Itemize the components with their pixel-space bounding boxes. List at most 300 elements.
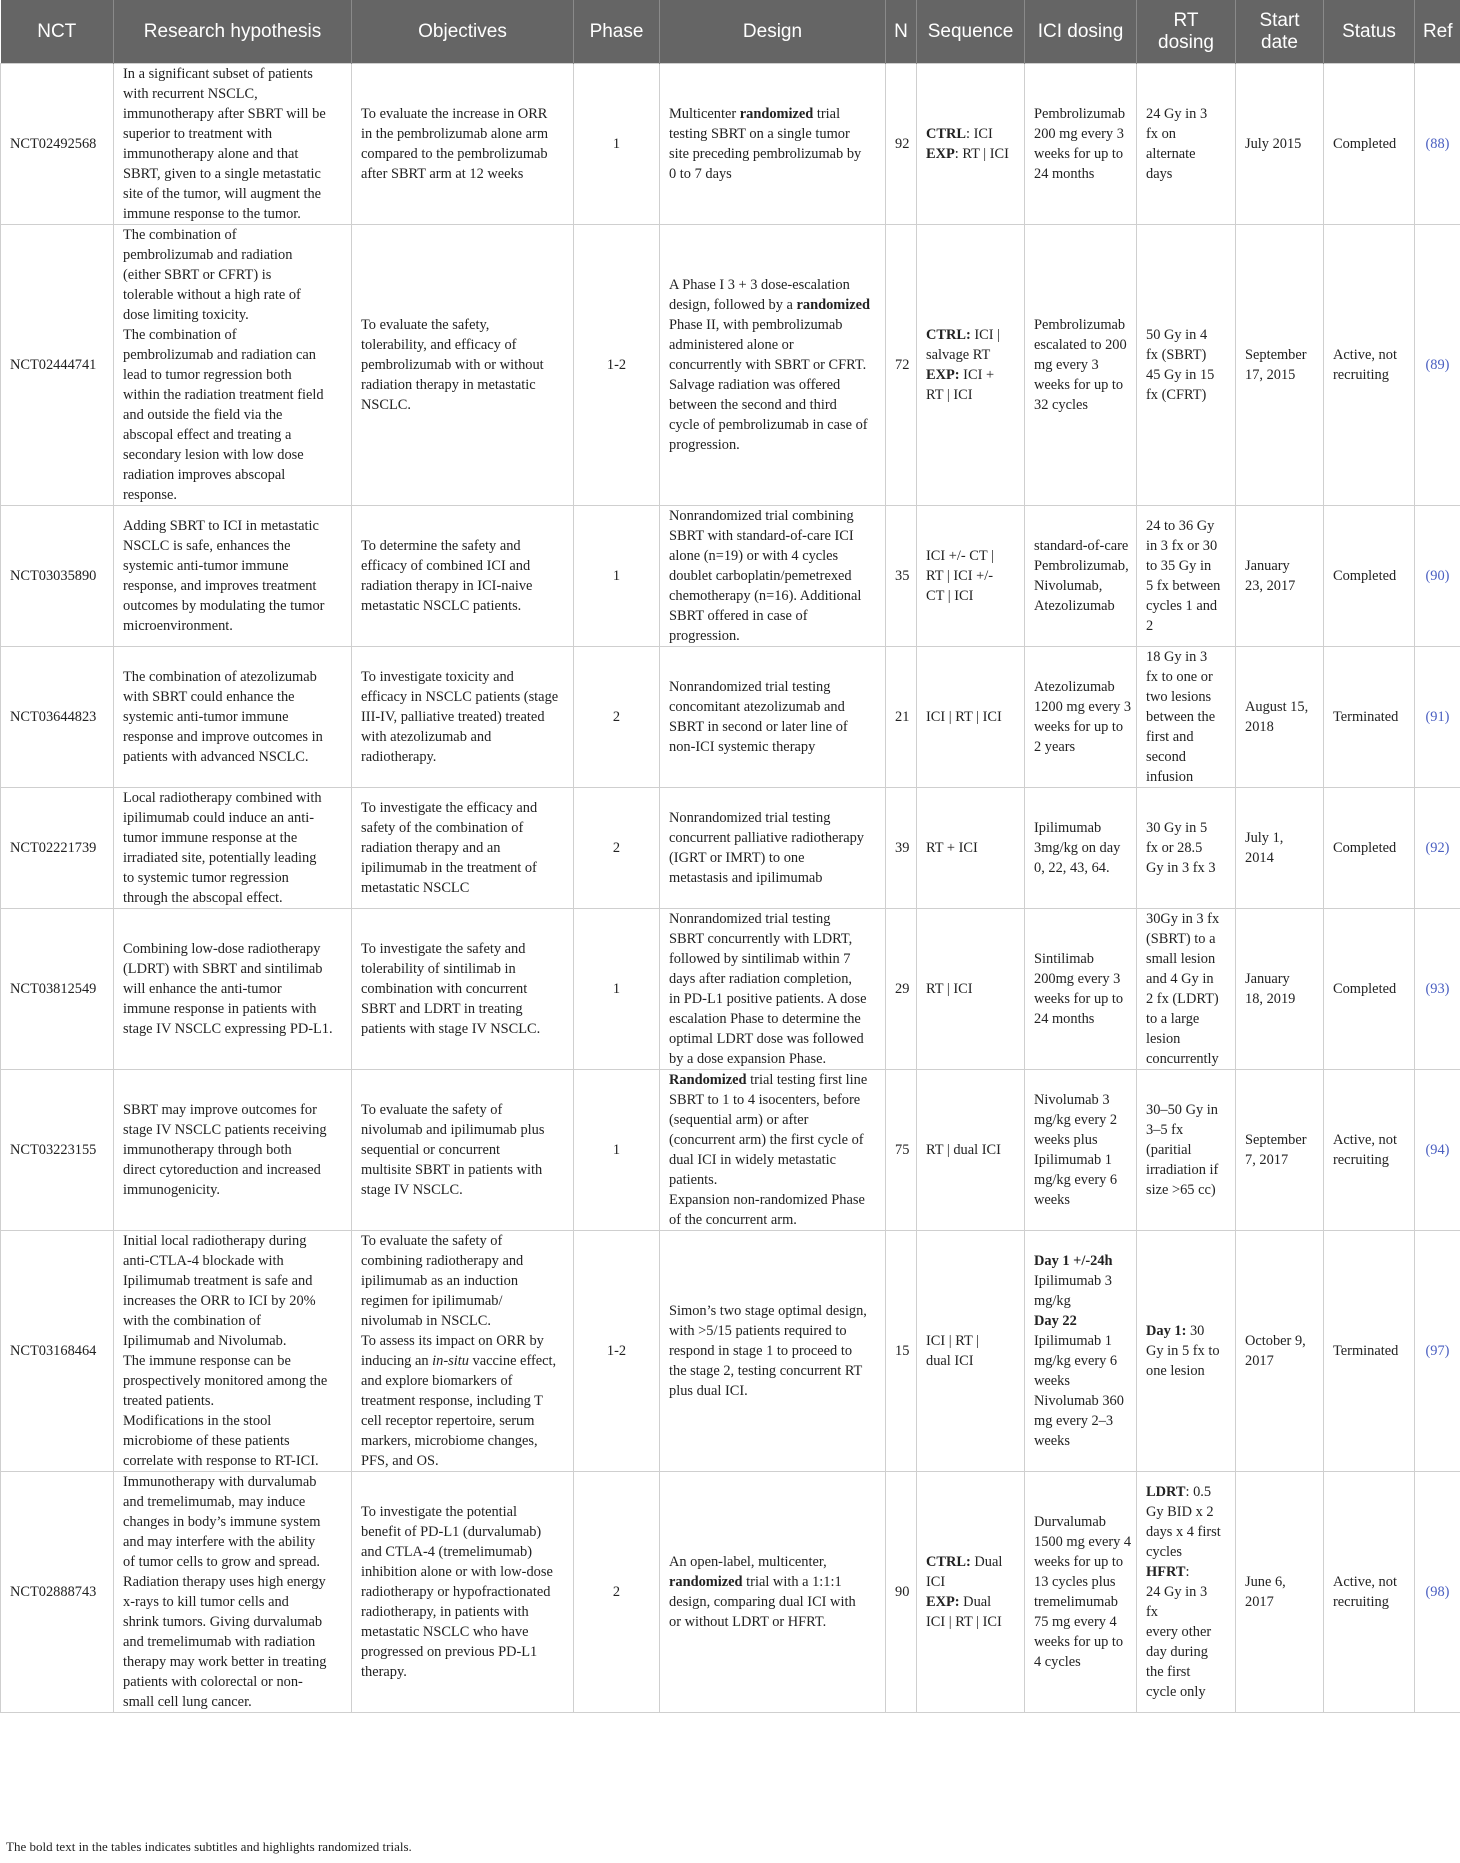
cell-nct: NCT03644823 (1, 647, 114, 788)
text-segment: compared to the pembrolizumab (361, 146, 548, 162)
text-segment: radiation therapy and an (361, 840, 501, 856)
text-line (669, 626, 876, 646)
text-segment: fx on (1146, 126, 1176, 142)
cell-hypothesis (114, 225, 352, 506)
cell-ici-dosing (1025, 225, 1137, 506)
text-segment: August 15, (1245, 699, 1309, 715)
text-segment: 24 months (1034, 166, 1095, 182)
text-segment: days x 4 first (1146, 1524, 1221, 1540)
reference-link[interactable]: (94) (1425, 1142, 1450, 1158)
text-line (361, 959, 564, 979)
text-segment: lesion (1146, 1031, 1181, 1047)
cell-design (660, 647, 886, 788)
text-segment: 75 mg every 4 (1034, 1614, 1117, 1630)
text-line (123, 1532, 342, 1552)
cell-nct: NCT03812549 (1, 909, 114, 1070)
text-line (1333, 134, 1405, 154)
text-line (1034, 556, 1127, 576)
text-line (1034, 315, 1127, 335)
text-line (123, 1652, 342, 1672)
text-segment: immune response to the tumor. (123, 206, 301, 222)
bold-text: EXP (926, 146, 955, 162)
text-segment: within the radiation treatment field (123, 387, 324, 403)
text-line (669, 1130, 876, 1150)
text-segment: Ipilimumab and Nivolumab. (123, 1333, 287, 1349)
text-segment: mg every 2–3 (1034, 1413, 1114, 1429)
text-segment: anti-CTLA-4 blockade with (123, 1253, 284, 1269)
text-line (123, 144, 342, 164)
text-segment: Completed (1333, 840, 1397, 856)
text-line (361, 1019, 564, 1039)
text-line (1146, 1361, 1226, 1381)
text-line (123, 979, 342, 999)
text-segment: To evaluate the safety of (361, 1233, 503, 1249)
text-line (1146, 858, 1226, 878)
text-segment: Active, not (1333, 1132, 1397, 1148)
text-segment: secondary lesion with low dose (123, 447, 304, 463)
cell-design (660, 1472, 886, 1713)
text-segment: vaccine effect, (468, 1353, 557, 1369)
text-line (361, 818, 564, 838)
text-segment: benefit of PD-L1 (durvalumab) (361, 1524, 542, 1540)
text-segment: SBRT offered in case of (669, 608, 808, 624)
text-line (1245, 345, 1314, 365)
text-segment: mg/kg every 2 (1034, 1112, 1118, 1128)
text-line (361, 1642, 564, 1662)
cell-ici-dosing (1025, 909, 1137, 1070)
text-line (1245, 1572, 1314, 1592)
text-segment: fx or 28.5 (1146, 840, 1203, 856)
bold-text: randomized (796, 297, 871, 313)
text-segment: (sequential arm) or after (669, 1112, 809, 1128)
text-segment: prospectively monitored among the (123, 1373, 328, 1389)
text-line (123, 425, 342, 445)
text-line (361, 999, 564, 1019)
text-line (123, 124, 342, 144)
text-line (669, 1190, 876, 1210)
text-line (361, 1431, 564, 1451)
cell-rt-dosing (1137, 1231, 1236, 1472)
text-segment: will enhance the anti-tumor (123, 981, 282, 997)
text-line (669, 1592, 876, 1612)
text-line (669, 1210, 876, 1230)
text-line (361, 144, 564, 164)
text-line (1245, 1331, 1314, 1351)
text-line (669, 677, 876, 697)
text-segment: September (1245, 1132, 1307, 1148)
text-segment: increases the ORR to ICI by 20% (123, 1293, 316, 1309)
text-segment: nivolumab and ipilimumab plus (361, 1122, 545, 1138)
bold-text: EXP: (926, 1594, 960, 1610)
text-line (926, 1612, 1015, 1632)
text-segment: 200mg every 3 (1034, 971, 1121, 987)
cell-sequence (917, 506, 1025, 647)
text-line (1333, 1572, 1405, 1592)
text-segment: Active, not (1333, 1574, 1397, 1590)
text-segment: tumor immune response at the (123, 830, 298, 846)
text-segment: (SBRT) to a (1146, 931, 1216, 947)
text-line (669, 909, 876, 929)
cell-phase: 1 (574, 506, 660, 647)
text-segment: the first (1146, 1664, 1191, 1680)
text-line (926, 586, 1015, 606)
text-line (1034, 375, 1127, 395)
header-phase: Phase (574, 0, 660, 64)
text-segment: 2017 (1245, 1594, 1274, 1610)
cell-design (660, 909, 886, 1070)
cell-sequence (917, 64, 1025, 225)
text-line (669, 1070, 876, 1090)
table-row (1, 225, 1460, 506)
text-line (669, 1321, 876, 1341)
text-segment: superior to treatment with (123, 126, 273, 142)
bold-text: Day 22 (1034, 1313, 1077, 1329)
text-segment: immunotherapy alone and that (123, 146, 299, 162)
text-line (123, 707, 342, 727)
text-segment: to 35 Gy in (1146, 558, 1212, 574)
header-start-date-line-1: Start (1259, 9, 1300, 31)
text-segment: radiation improves abscopal (123, 467, 286, 483)
text-segment: Dual (959, 1594, 992, 1610)
text-line (1034, 1612, 1127, 1632)
text-line (669, 435, 876, 455)
text-line (123, 1351, 342, 1371)
text-segment: pembrolizumab and radiation can (123, 347, 317, 363)
text-line (1034, 1090, 1127, 1110)
reference-link[interactable]: (90) (1425, 568, 1450, 584)
text-line (123, 848, 342, 868)
cell-ici-dosing (1025, 64, 1137, 225)
text-segment: NSCLC is safe, enhances the (123, 538, 291, 554)
text-segment: Pembrolizumab (1034, 317, 1126, 333)
text-segment: and outside the field via the (123, 407, 283, 423)
text-segment: To evaluate the safety of (361, 1102, 503, 1118)
header-ref: Ref (1415, 0, 1460, 64)
text-line (361, 104, 564, 124)
text-segment: Nonrandomized trial testing (669, 911, 831, 927)
cell-start-date (1236, 1472, 1324, 1713)
reference-link[interactable]: (88) (1425, 136, 1450, 152)
text-line (669, 828, 876, 848)
text-segment: outcomes by modulating the tumor (123, 598, 325, 614)
text-line (926, 325, 1015, 345)
text-segment: Terminated (1333, 1343, 1399, 1359)
text-line (361, 939, 564, 959)
reference-link[interactable]: (98) (1425, 1584, 1450, 1600)
text-line (123, 1019, 342, 1039)
text-segment: metastatic NSCLC who have (361, 1624, 529, 1640)
text-segment: efficacy in NSCLC patients (stage (361, 689, 559, 705)
text-segment: SBRT to 1 to 4 isocenters, before (669, 1092, 861, 1108)
text-segment: first and (1146, 729, 1194, 745)
text-segment: of the concurrent arm. (669, 1212, 797, 1228)
text-segment: tremelimumab (1034, 1594, 1118, 1610)
cell-rt-dosing (1137, 1070, 1236, 1231)
text-line (1034, 1552, 1127, 1572)
text-line (669, 697, 876, 717)
text-segment: and tremelimumab, may induce (123, 1494, 306, 1510)
cell-objectives (352, 788, 574, 909)
text-segment: July 2015 (1245, 136, 1302, 152)
text-line (669, 1090, 876, 1110)
text-line (123, 345, 342, 365)
text-line (123, 516, 342, 536)
text-line (361, 1602, 564, 1622)
text-segment: size >65 cc) (1146, 1182, 1216, 1198)
text-segment: every other (1146, 1624, 1212, 1640)
text-line (669, 949, 876, 969)
cell-hypothesis (114, 788, 352, 909)
text-segment: 1200 mg every 3 (1034, 699, 1132, 715)
text-line (1146, 385, 1226, 405)
text-line (1034, 1351, 1127, 1371)
text-line (669, 1029, 876, 1049)
cell-hypothesis (114, 64, 352, 225)
text-segment: 45 Gy in 15 (1146, 367, 1215, 383)
header-n: N (886, 0, 917, 64)
text-segment: abscopal effect and treating a (123, 427, 292, 443)
cell-objectives (352, 506, 574, 647)
cell-nct: NCT03223155 (1, 1070, 114, 1231)
text-line (1146, 1622, 1226, 1642)
text-line (1034, 949, 1127, 969)
text-line (123, 808, 342, 828)
text-segment: 5 fx between (1146, 578, 1221, 594)
text-segment: days after radiation completion, (669, 971, 853, 987)
reference-link[interactable]: (93) (1425, 981, 1450, 997)
text-line (669, 868, 876, 888)
text-line (123, 245, 342, 265)
text-segment: cycles (1146, 1544, 1182, 1560)
text-segment: SBRT concurrently with LDRT, (669, 931, 853, 947)
text-line (669, 989, 876, 1009)
text-line (361, 798, 564, 818)
text-segment: 30 Gy in 5 (1146, 820, 1208, 836)
text-segment: SBRT with standard-of-care ICI (669, 528, 854, 544)
text-line (123, 616, 342, 636)
cell-ref (1415, 909, 1460, 1070)
text-line (361, 596, 564, 616)
text-line (669, 848, 876, 868)
text-line (361, 1231, 564, 1251)
text-line (1146, 536, 1226, 556)
text-segment: Pembrolizumab (1034, 106, 1126, 122)
text-line (123, 204, 342, 224)
text-segment: therapy. (361, 1664, 407, 1680)
cell-objectives (352, 64, 574, 225)
text-segment: and CTLA-4 (tremelimumab) (361, 1544, 533, 1560)
table-row (1, 909, 1460, 1070)
text-segment: days (1146, 166, 1173, 182)
text-line (1245, 848, 1314, 868)
text-segment: tolerability, and efficacy of (361, 337, 517, 353)
text-segment: Nivolumab, (1034, 578, 1103, 594)
text-segment: October 9, (1245, 1333, 1306, 1349)
text-segment: January (1245, 558, 1290, 574)
text-line (669, 395, 876, 415)
reference-link[interactable]: (97) (1425, 1343, 1450, 1359)
text-line (926, 1572, 1015, 1592)
text-line (361, 1562, 564, 1582)
text-segment: III-IV, palliative treated) treated (361, 709, 545, 725)
text-line (1034, 838, 1127, 858)
cell-start-date (1236, 64, 1324, 225)
text-line (123, 576, 342, 596)
text-segment: 200 mg every 3 (1034, 126, 1124, 142)
cell-objectives (352, 1231, 574, 1472)
text-line (361, 838, 564, 858)
text-segment: July 1, (1245, 830, 1284, 846)
text-segment: systemic anti-tumor immune (123, 558, 289, 574)
text-line (361, 1391, 564, 1411)
text-segment: recruiting (1333, 367, 1389, 383)
text-segment: radiation therapy in metastatic (361, 377, 536, 393)
text-line (926, 1552, 1015, 1572)
italic-text: in-situ (432, 1353, 469, 1369)
text-segment: with the combination of (123, 1313, 261, 1329)
text-line (669, 104, 876, 124)
text-segment: second (1146, 749, 1186, 765)
cell-n: 72 (886, 225, 917, 506)
text-segment: concurrently (1146, 1051, 1219, 1067)
text-line (361, 747, 564, 767)
text-segment: Simon’s two stage optimal design, (669, 1303, 867, 1319)
text-segment: 30–50 Gy in (1146, 1102, 1218, 1118)
text-segment: Ipilimumab (1034, 820, 1102, 836)
text-segment: and may interfere with the ability (123, 1534, 316, 1550)
text-line (123, 556, 342, 576)
text-segment: fx (1146, 1604, 1158, 1620)
text-line (1034, 677, 1127, 697)
text-segment: cycles 1 and (1146, 598, 1218, 614)
cell-n: 92 (886, 64, 917, 225)
text-line (361, 355, 564, 375)
text-segment: trial with a 1:1:1 (742, 1574, 842, 1590)
text-line (669, 375, 876, 395)
table-row (1, 506, 1460, 647)
text-line (1333, 365, 1405, 385)
text-line (361, 556, 564, 576)
bold-text: Randomized (669, 1072, 747, 1088)
text-line (361, 687, 564, 707)
table-row (1, 1472, 1460, 1713)
text-line (1034, 1431, 1127, 1451)
reference-link[interactable]: (92) (1425, 840, 1450, 856)
table-row (1, 788, 1460, 909)
cell-ici-dosing (1025, 1070, 1137, 1231)
text-segment: patients with colorectal or non- (123, 1674, 303, 1690)
text-segment: weeks (1034, 1433, 1070, 1449)
cell-n: 29 (886, 909, 917, 1070)
text-segment: patients with stage IV NSCLC. (361, 1021, 541, 1037)
cell-status (1324, 64, 1415, 225)
text-line (1034, 335, 1127, 355)
header-rt-dosing-line-1: RT (1173, 9, 1199, 31)
text-segment: dual ICI (926, 1353, 974, 1369)
text-segment: 24 months (1034, 1011, 1095, 1027)
text-line (1245, 989, 1314, 1009)
text-segment: Nivolumab 360 (1034, 1393, 1124, 1409)
text-segment: escalation Phase to determine the (669, 1011, 861, 1027)
text-line (1245, 1130, 1314, 1150)
text-segment: RT | ICI +/- (926, 568, 994, 584)
text-line (123, 1120, 342, 1140)
text-line (1034, 1592, 1127, 1612)
text-segment: regimen for ipilimumab/ (361, 1293, 503, 1309)
text-segment: site preceding pembrolizumab by (669, 146, 862, 162)
text-line (1146, 616, 1226, 636)
text-segment: the stage 2, testing concurrent RT (669, 1363, 863, 1379)
text-segment: multisite SBRT in patients with (361, 1162, 543, 1178)
text-line (123, 888, 342, 908)
text-line (123, 1160, 342, 1180)
text-segment: trial (813, 106, 841, 122)
text-line (1034, 1251, 1127, 1271)
text-segment: To investigate the efficacy and (361, 800, 538, 816)
reference-link[interactable]: (89) (1425, 357, 1450, 373)
text-line (1146, 1602, 1226, 1622)
text-line (669, 1361, 876, 1381)
text-segment: lead to tumor regression both (123, 367, 292, 383)
text-line (669, 1150, 876, 1170)
text-segment: changes in body’s immune system (123, 1514, 321, 1530)
text-segment: markers, microbiome changes, (361, 1433, 538, 1449)
reference-link[interactable]: (91) (1425, 709, 1450, 725)
text-segment: SBRT, given to a single metastatic (123, 166, 321, 182)
text-line (669, 1009, 876, 1029)
text-segment: Gy in 3 fx 3 (1146, 860, 1216, 876)
text-segment: between the second and third (669, 397, 837, 413)
text-segment: Atezolizumab (1034, 679, 1115, 695)
text-segment: mg/kg (1034, 1293, 1071, 1309)
text-line (669, 1110, 876, 1130)
text-segment: June 6, (1245, 1574, 1286, 1590)
text-segment: 24 Gy in 3 (1146, 1584, 1208, 1600)
text-line (926, 144, 1015, 164)
text-segment: weeks for up to (1034, 146, 1124, 162)
text-line (1034, 818, 1127, 838)
text-segment: after SBRT arm at 12 weeks (361, 166, 524, 182)
text-segment: to a large (1146, 1011, 1200, 1027)
cell-ref (1415, 1070, 1460, 1231)
text-line (1146, 164, 1226, 184)
text-segment: Nivolumab 3 (1034, 1092, 1110, 1108)
text-line (1146, 1642, 1226, 1662)
text-segment: Dual (970, 1554, 1003, 1570)
text-segment: pembrolizumab and radiation (123, 247, 293, 263)
cell-start-date (1236, 788, 1324, 909)
text-segment: stage IV NSCLC. (361, 1182, 463, 1198)
text-line (1146, 647, 1226, 667)
text-line (669, 275, 876, 295)
text-segment: Local radiotherapy combined with (123, 790, 322, 806)
header-status: Status (1324, 0, 1415, 64)
text-line (1034, 697, 1132, 717)
cell-ici-dosing (1025, 788, 1137, 909)
cell-objectives (352, 1070, 574, 1231)
text-line (669, 526, 876, 546)
text-line (1146, 1140, 1226, 1160)
cell-sequence (917, 788, 1025, 909)
text-line (926, 1592, 1015, 1612)
text-segment: Ipilimumab 1 (1034, 1152, 1112, 1168)
text-line (123, 1271, 342, 1291)
text-line (1146, 124, 1226, 144)
text-line (1245, 969, 1314, 989)
text-line (926, 365, 1015, 385)
cell-n: 35 (886, 506, 917, 647)
text-segment: immune response in patients with (123, 1001, 317, 1017)
